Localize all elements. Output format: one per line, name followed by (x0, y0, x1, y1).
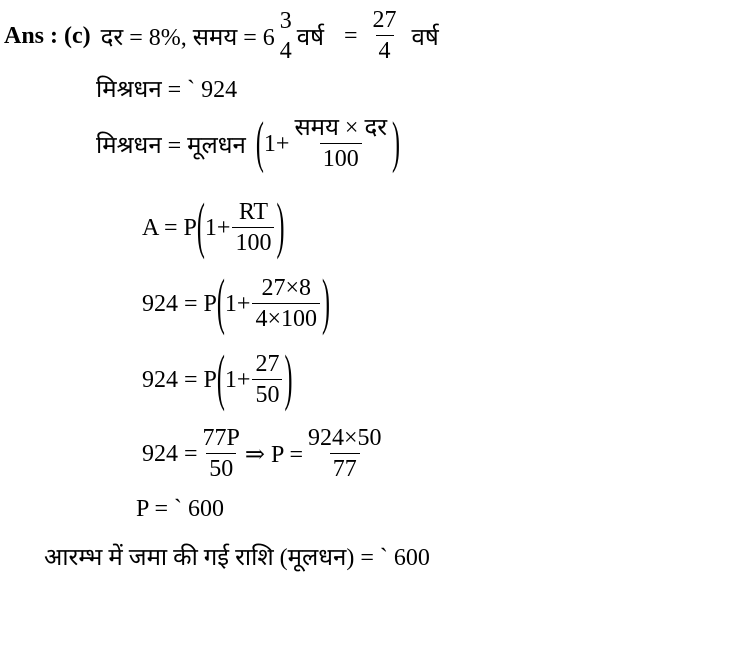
formula-hindi-fraction: $\frac{\text{समय × दर}}{100}$ (294, 115, 388, 173)
simplified-lhs: 924 = P (142, 366, 217, 393)
time-fraction-part: 3 4 (279, 7, 292, 64)
amount-line (96, 72, 237, 105)
implies-text: ⇒ P = (244, 441, 304, 468)
left-paren: ( (255, 112, 264, 176)
answer-label: Ans : (c) (4, 22, 91, 49)
formula-hindi-line (96, 112, 401, 176)
one-plus: 1+ (224, 290, 251, 317)
left-paren: ( (216, 270, 225, 338)
substitution-fraction: $\frac{27\times 8}{4\times 100}$ (252, 276, 320, 332)
right-paren: ) (284, 346, 293, 414)
solve-line (142, 426, 387, 482)
right-paren: ) (276, 194, 285, 262)
principal-result: P = ` 600 (136, 496, 224, 522)
solve-fraction-1: $\frac{77P}{50}$ (202, 425, 240, 483)
conclusion-line (44, 540, 430, 573)
right-paren: ) (321, 270, 330, 338)
rt-fraction: $\frac{RT}{100}$ (232, 200, 274, 256)
substitution-lhs: 924 = P (142, 290, 217, 317)
equals-sign: = (344, 22, 358, 49)
given-values-line (4, 8, 439, 64)
simplified-line (142, 346, 293, 414)
formula-lhs: A = P (142, 214, 197, 241)
time-unit: वर्ष (296, 24, 324, 51)
left-paren: ( (196, 194, 205, 262)
principal-result-line (136, 496, 224, 523)
rate-time-text: दर = 8%, समय = 6 (100, 24, 275, 51)
simplified-fraction: $\frac{27}{50}$ (252, 352, 282, 408)
amount-text: मिश्रधन = ` 924 (96, 77, 238, 103)
time-improper-fraction: $\frac{27}{4}$ (372, 7, 397, 65)
solve-fraction-2: $\frac{924\times 50}{77}$ (308, 425, 382, 483)
substitution-line (142, 270, 330, 338)
conclusion-text: आरम्भ में जमा की गई राशि (मूलधन) = ` 600 (44, 545, 430, 571)
one-plus: 1+ (224, 366, 251, 393)
time-unit-2: वर्ष (411, 24, 439, 51)
one-plus: 1+ (204, 214, 231, 241)
one-plus: 1+ (263, 130, 290, 157)
right-paren: ) (392, 112, 401, 176)
formula-symbolic-line (142, 194, 285, 262)
left-paren: ( (216, 346, 225, 414)
solve-lhs: 924 = (142, 440, 198, 467)
formula-hindi-lhs: मिश्रधन = मूलधन (96, 132, 246, 159)
